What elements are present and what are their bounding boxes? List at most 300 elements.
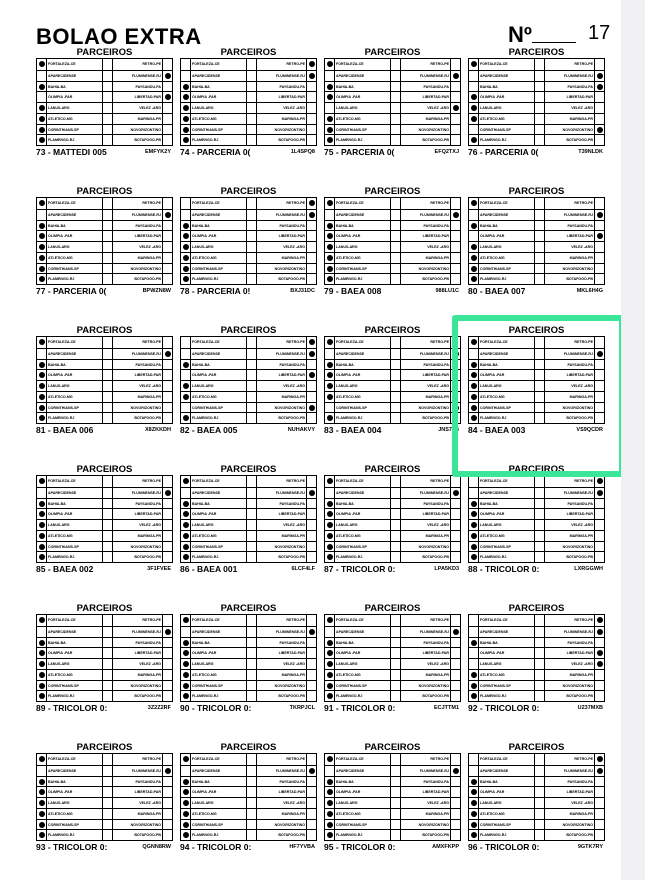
away-team-name: VELEZ -ARG [571,523,593,527]
ticket-card [324,604,461,718]
away-team-cell [113,135,163,146]
home-team-cell [479,830,535,841]
pick-cell-draw [391,476,401,487]
away-team-name: NOVORIZONTINO [130,683,161,688]
pick-cell-draw [391,135,401,146]
card-footer [36,841,173,853]
away-team-name: RETRO-PE [286,201,305,205]
selection-dot [39,61,45,67]
selection-dot [39,339,45,345]
match-row [37,551,172,563]
match-row [469,551,604,563]
selection-dot [471,116,477,122]
selection-dot [597,212,603,218]
selection-dot [309,212,315,218]
home-team-name: OLIMPIA -PAR [336,373,361,378]
selection-dot [597,629,603,635]
ticket-code: 3F1FVEE [147,566,171,572]
home-team-name: APARECIDENSE [192,351,221,356]
ticket-card [36,187,173,301]
ticket-code: 988LU1C [435,288,459,294]
away-team-name: NOVORIZONTINO [130,266,161,271]
home-team-name: LANUS-ARG [192,662,214,666]
selection-dot [39,223,45,229]
away-team-name: NOVORIZONTINO [562,127,593,132]
selection-dot [327,383,333,389]
selection-dot [471,822,477,828]
home-team-name: OLIMPIA -PAR [192,651,217,656]
ticket-card [36,743,173,857]
selection-dot [183,789,189,795]
away-team-name: PAYSANDU-PA [567,362,593,367]
home-team-cell [479,552,535,563]
home-team-name: ATLETICO-MG [48,811,73,816]
match-row [469,829,604,841]
selection-dot [327,266,333,272]
home-team-name: FORTALEZA-CE [192,62,220,66]
selection-dot [471,693,477,699]
away-team-name: VELEZ -ARG [139,245,161,249]
pick-cell-left [325,476,335,487]
pick-cell-left [37,59,47,70]
home-team-name: APARECIDENSE [336,73,365,78]
home-team-name: CORINTHIANS-SP [48,127,79,132]
selection-dot [471,244,477,250]
pick-cell-right [307,198,316,209]
card-heading: PARCEIROS [220,47,277,58]
match-grid [180,197,317,285]
home-team-name: ATLETICO-MG [48,533,73,538]
match-row [37,412,172,424]
ticket-label: 78 - PARCERIA 0! [180,286,251,296]
home-team-name: FORTALEZA-CE [336,201,364,205]
match-grid [324,197,461,285]
pick-cell-right [595,476,604,487]
ticket-card [468,604,605,718]
away-team-name: NOVORIZONTINO [562,822,593,827]
selection-dot [471,683,477,689]
home-team-name: ATLETICO-MG [192,811,217,816]
ticket-code: NUHAKVY [287,427,315,433]
ticket-card [36,48,173,162]
pick-cell-right [451,198,460,209]
selection-dot [183,137,189,143]
selection-dot [183,650,189,656]
pick-cell-draw [103,274,113,285]
card-heading: PARCEIROS [76,464,133,475]
away-team-name: RETRO-PE [430,62,449,66]
home-team-cell [191,476,247,487]
away-team-name: LIBERTAD-PAR [134,234,161,239]
away-team-cell [113,830,163,841]
card-footer [324,146,461,158]
away-team-name: LIBERTAD-PAR [278,95,305,100]
selection-dot [471,800,477,806]
selection-dot [327,255,333,261]
card-heading: PARCEIROS [220,464,277,475]
home-team-name: ATLETICO-MG [48,255,73,260]
away-team-name: LIBERTAD-PAR [134,512,161,517]
home-team-cell [479,615,535,626]
match-grid [36,197,173,285]
ticket-label: 95 - TRICOLOR 0: [324,842,396,852]
away-team-name: VELEZ -ARG [571,801,593,805]
card-footer [36,424,173,436]
match-row [325,476,460,487]
selection-dot [327,822,333,828]
away-team-name: FLUMINENSE-RJ [131,73,161,78]
pick-cell-right [307,830,316,841]
home-team-name: APARECIDENSE [192,629,221,634]
away-team-name: RETRO-PE [142,479,161,483]
home-team-name: OLIMPIA -PAR [336,95,361,100]
selection-dot [327,394,333,400]
home-team-cell [335,754,391,765]
away-team-name: PAYSANDU-PA [423,501,449,506]
away-team-name: RETRO-PE [430,479,449,483]
pick-cell-draw [247,413,257,424]
away-team-cell [545,198,595,209]
away-team-name: FLUMINENSE-RJ [563,629,593,634]
pick-cell-draw [535,754,545,765]
home-team-cell [335,274,391,285]
away-team-name: LIBERTAD-PAR [134,651,161,656]
home-team-name: LANUS-ARG [480,801,502,805]
away-team-name: FLUMINENSE-RJ [563,768,593,773]
selection-dot [183,478,189,484]
selection-dot [453,629,459,635]
away-team-name: PAYSANDU-PA [423,84,449,89]
home-team-name: FLAMENGO-RJ [480,833,507,838]
home-team-cell [479,754,535,765]
away-team-name: VELEZ -ARG [427,106,449,110]
away-team-cell [401,552,451,563]
home-team-name: BAHIA-BA [192,223,210,228]
home-team-cell [335,552,391,563]
away-team-name: PAYSANDU-PA [423,640,449,645]
selection-dot [183,779,189,785]
away-team-cell [113,615,163,626]
selection-dot [39,533,45,539]
match-row [181,476,316,487]
match-row [469,59,604,70]
pick-cell-left [37,135,47,146]
home-team-name: APARECIDENSE [480,629,509,634]
match-row [37,134,172,146]
selection-dot [309,351,315,357]
home-team-name: LANUS-ARG [480,106,502,110]
home-team-name: CORINTHIANS-SP [48,822,79,827]
pick-cell-left [37,830,47,841]
home-team-name: OLIMPIA -PAR [480,651,505,656]
away-team-name: FLUMINENSE-RJ [563,490,593,495]
home-team-name: CORINTHIANS-SP [48,266,79,271]
selection-dot [597,661,603,667]
away-team-name: NOVORIZONTINO [274,127,305,132]
number-value: 17 [588,22,611,44]
match-row [325,829,460,841]
away-team-name: LIBERTAD-PAR [422,373,449,378]
home-team-name: CORINTHIANS-SP [192,266,223,271]
away-team-name: FLUMINENSE-RJ [275,629,305,634]
selection-dot [183,276,189,282]
away-team-name: RETRO-PE [286,757,305,761]
selection-dot [39,383,45,389]
home-team-name: ATLETICO-MG [192,255,217,260]
pick-cell-draw [247,615,257,626]
pick-cell-left [181,830,191,841]
pick-cell-left [37,615,47,626]
selection-dot [327,233,333,239]
away-team-cell [257,337,307,348]
home-team-name: APARECIDENSE [192,490,221,495]
home-team-name: OLIMPIA -PAR [48,373,73,378]
home-team-name: FORTALEZA-CE [336,618,364,622]
match-row [181,59,316,70]
away-team-name: FLUMINENSE-RJ [131,768,161,773]
away-team-name: LIBERTAD-PAR [422,95,449,100]
pick-cell-left [325,59,335,70]
ticket-code: LPA5KD3 [434,566,459,572]
away-team-name: RETRO-PE [142,757,161,761]
away-team-cell [545,59,595,70]
card-footer [36,563,173,575]
away-team-name: NOVORIZONTINO [418,405,449,410]
home-team-cell [191,274,247,285]
away-team-name: RETRO-PE [286,340,305,344]
pick-cell-right [163,274,172,285]
pick-cell-draw [247,476,257,487]
pick-cell-draw [535,830,545,841]
away-team-name: FLUMINENSE-RJ [131,490,161,495]
pick-cell-right [595,830,604,841]
pick-cell-draw [103,691,113,702]
match-row [325,754,460,765]
card-heading: PARCEIROS [364,186,421,197]
ticket-label: 94 - TRICOLOR 0: [180,842,252,852]
pick-cell-right [595,135,604,146]
home-team-cell [479,691,535,702]
away-team-name: LIBERTAD-PAR [566,512,593,517]
pick-cell-left [325,830,335,841]
selection-dot [453,768,459,774]
home-team-cell [191,754,247,765]
away-team-name: RETRO-PE [142,340,161,344]
page-title: BOLAO EXTRA [36,24,202,49]
away-team-name: PAYSANDU-PA [279,501,305,506]
match-row [37,615,172,626]
card-footer [36,146,173,158]
pick-cell-draw [247,830,257,841]
away-team-name: NOVORIZONTINO [274,405,305,410]
pick-cell-right [451,691,460,702]
selection-dot [327,661,333,667]
home-team-name: BAHIA-BA [480,501,498,506]
selection-dot [183,693,189,699]
home-team-name: BAHIA-BA [192,84,210,89]
away-team-name: MARINGA-PR [425,116,449,121]
selection-dot [471,511,477,517]
home-team-name: FLAMENGO-RJ [48,277,75,282]
home-team-name: FORTALEZA-CE [480,618,508,622]
ticket-card [180,326,317,440]
away-team-name: RETRO-PE [142,201,161,205]
away-team-cell [257,552,307,563]
home-team-name: CORINTHIANS-SP [480,822,511,827]
selection-dot [39,650,45,656]
selection-dot [327,339,333,345]
away-team-name: NOVORIZONTINO [274,266,305,271]
selection-dot [183,127,189,133]
away-team-name: BOTAFOGO-PB [566,416,593,421]
ticket-label: 89 - TRICOLOR 0: [36,703,108,713]
away-team-name: LIBERTAD-PAR [566,651,593,656]
away-team-name: RETRO-PE [574,757,593,761]
pick-cell-draw [103,476,113,487]
card-heading: PARCEIROS [364,47,421,58]
selection-dot [39,127,45,133]
away-team-name: LIBERTAD-PAR [422,512,449,517]
pick-cell-draw [103,754,113,765]
match-row [325,615,460,626]
match-grid [180,475,317,563]
home-team-name: FORTALEZA-CE [48,62,76,66]
pick-cell-draw [391,413,401,424]
pick-cell-left [469,552,479,563]
pick-cell-right [307,413,316,424]
selection-dot [183,811,189,817]
home-team-name: FLAMENGO-RJ [48,416,75,421]
away-team-name: FLUMINENSE-RJ [563,351,593,356]
away-team-name: BOTAFOGO-PB [278,416,305,421]
match-row [325,551,460,563]
away-team-cell [113,754,163,765]
selection-dot [165,94,171,100]
match-grid [36,336,173,424]
selection-dot [183,233,189,239]
ticket-code: X8ZKKDH [145,427,171,433]
match-grid [468,753,605,841]
ticket-card [180,604,317,718]
home-team-name: FLAMENGO-RJ [48,555,75,560]
match-row [325,134,460,146]
home-team-cell [479,198,535,209]
ticket-label: 79 - BAEA 008 [324,286,382,296]
card-heading: PARCEIROS [508,464,565,475]
selection-dot [327,811,333,817]
ticket-code: VS9QCDR [576,427,603,433]
selection-dot [39,779,45,785]
home-team-name: APARECIDENSE [48,629,77,634]
selection-dot [183,554,189,560]
selection-dot [309,372,315,378]
selection-dot [327,200,333,206]
selection-dot [165,212,171,218]
home-team-name: FORTALEZA-CE [192,479,220,483]
pick-cell-right [163,59,172,70]
away-team-cell [401,691,451,702]
pick-cell-left [181,337,191,348]
home-team-name: FLAMENGO-RJ [192,277,219,282]
away-team-name: FLUMINENSE-RJ [419,490,449,495]
selection-dot [327,683,333,689]
home-team-name: BAHIA-BA [480,779,498,784]
pick-cell-right [163,691,172,702]
ticket-card [324,48,461,162]
away-team-cell [257,274,307,285]
pick-cell-right [451,274,460,285]
home-team-name: LANUS-ARG [480,523,502,527]
pick-cell-draw [103,552,113,563]
card-footer [36,702,173,714]
number-underline [532,42,576,43]
away-team-name: NOVORIZONTINO [130,127,161,132]
away-team-name: FLUMINENSE-RJ [419,73,449,78]
pick-cell-draw [391,198,401,209]
home-team-name: BAHIA-BA [192,362,210,367]
pick-cell-left [37,552,47,563]
home-team-name: FLAMENGO-RJ [192,833,219,838]
home-team-name: FORTALEZA-CE [48,479,76,483]
home-team-name: APARECIDENSE [336,768,365,773]
ticket-code: 6LCF4LF [291,566,315,572]
selection-dot [453,73,459,79]
away-team-cell [257,754,307,765]
home-team-name: ATLETICO-MG [48,672,73,677]
pick-cell-right [307,476,316,487]
away-team-name: RETRO-PE [430,201,449,205]
home-team-cell [479,476,535,487]
pick-cell-left [325,413,335,424]
pick-cell-draw [247,135,257,146]
home-team-cell [47,552,103,563]
selection-dot [327,789,333,795]
ticket-card [324,187,461,301]
home-team-name: APARECIDENSE [48,490,77,495]
selection-dot [165,490,171,496]
card-heading: PARCEIROS [76,186,133,197]
selection-dot [183,683,189,689]
away-team-cell [113,413,163,424]
selection-dot [327,544,333,550]
match-grid [324,614,461,702]
away-team-cell [401,754,451,765]
away-team-name: FLUMINENSE-RJ [275,73,305,78]
home-team-name: APARECIDENSE [192,768,221,773]
away-team-cell [113,274,163,285]
card-heading: PARCEIROS [76,325,133,336]
scrollbar-track[interactable] [621,0,645,880]
away-team-cell [257,198,307,209]
card-heading: PARCEIROS [220,325,277,336]
away-team-cell [545,552,595,563]
away-team-name: RETRO-PE [430,618,449,622]
home-team-name: FLAMENGO-RJ [48,833,75,838]
number-label: Nº [508,22,532,47]
selection-dot [39,266,45,272]
selection-dot [597,650,603,656]
home-team-name: LANUS-ARG [48,801,70,805]
selection-dot [183,383,189,389]
pick-cell-draw [535,552,545,563]
ticket-label: 85 - BAEA 002 [36,564,94,574]
selection-dot [327,693,333,699]
pick-cell-left [181,615,191,626]
selection-dot [165,629,171,635]
away-team-name: RETRO-PE [574,479,593,483]
pick-cell-left [37,274,47,285]
away-team-name: PAYSANDU-PA [135,501,161,506]
